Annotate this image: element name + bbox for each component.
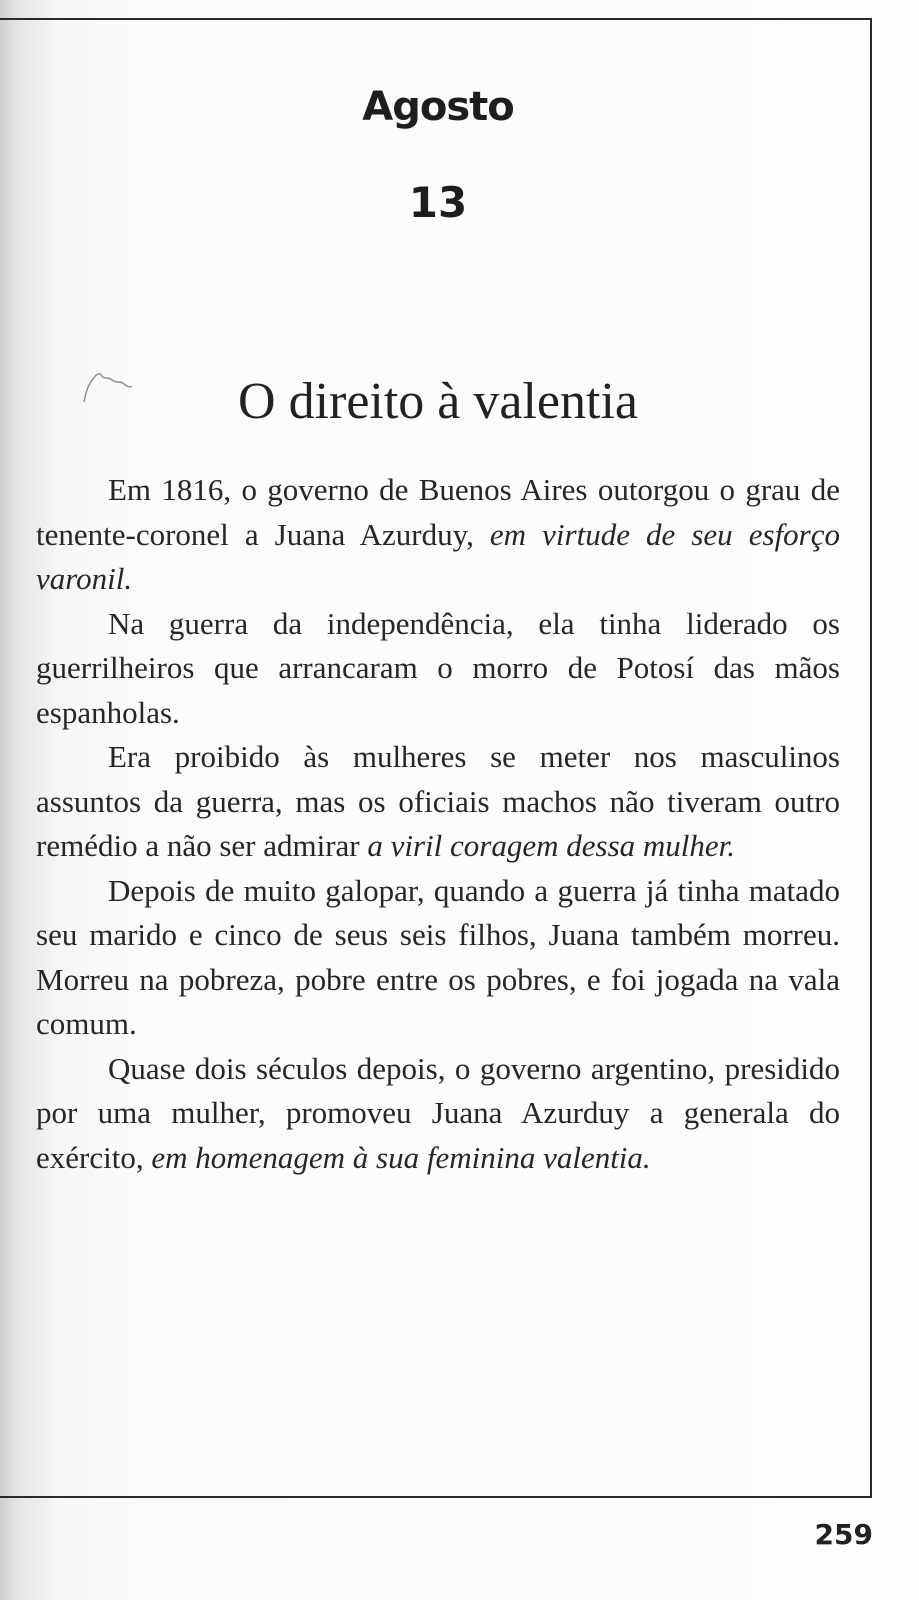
paragraph-1 xyxy=(36,468,840,602)
paragraph-3-text: Era proibido às mulheres se meter nos masculinos assuntos da guerra, mas os oficiais machos não tiveram outro remédio a não ser admirar xyxy=(36,739,840,863)
month-heading: Agosto xyxy=(362,84,514,130)
page-number: 259 xyxy=(814,1518,873,1551)
paragraph-5 xyxy=(36,1047,840,1181)
paragraph-4 xyxy=(36,869,840,1047)
paragraph-1-text: Em 1816, o governo de Buenos Aires outorgou o grau de tenente-coronel a Juana Azurduy, xyxy=(36,472,840,552)
paragraph-2-text: Na guerra da independência, ela tinha liderado os guerrilheiros que arrancaram o morro de Potosí das mãos espanholas. xyxy=(36,605,840,730)
day-number: 13 xyxy=(408,178,468,227)
paragraph-3 xyxy=(36,735,840,869)
paragraph-4-text: Depois de muito galopar, quando a guerra já tinha matado seu marido e cinco de seus seis filhos, Juana também morreu. Morreu na pobreza, pobre entre os pobres, e foi jogada na vala comum. xyxy=(36,872,840,1041)
entry-title: O direito à valentia xyxy=(238,373,638,430)
paragraph-1-italic: em virtude de seu esforço varonil. xyxy=(36,516,841,596)
paragraph-2 xyxy=(36,602,840,736)
paragraph-5-italic: em homenagem à sua feminina valentia. xyxy=(151,1139,651,1175)
entry-body xyxy=(36,468,840,1180)
paragraph-5-text: Quase dois séculos depois, o governo argentino, presidido por uma mulher, promoveu Juana Azurduy a generala do exército, xyxy=(36,1050,840,1175)
paragraph-3-italic: a viril coragem dessa mulher. xyxy=(367,828,736,863)
